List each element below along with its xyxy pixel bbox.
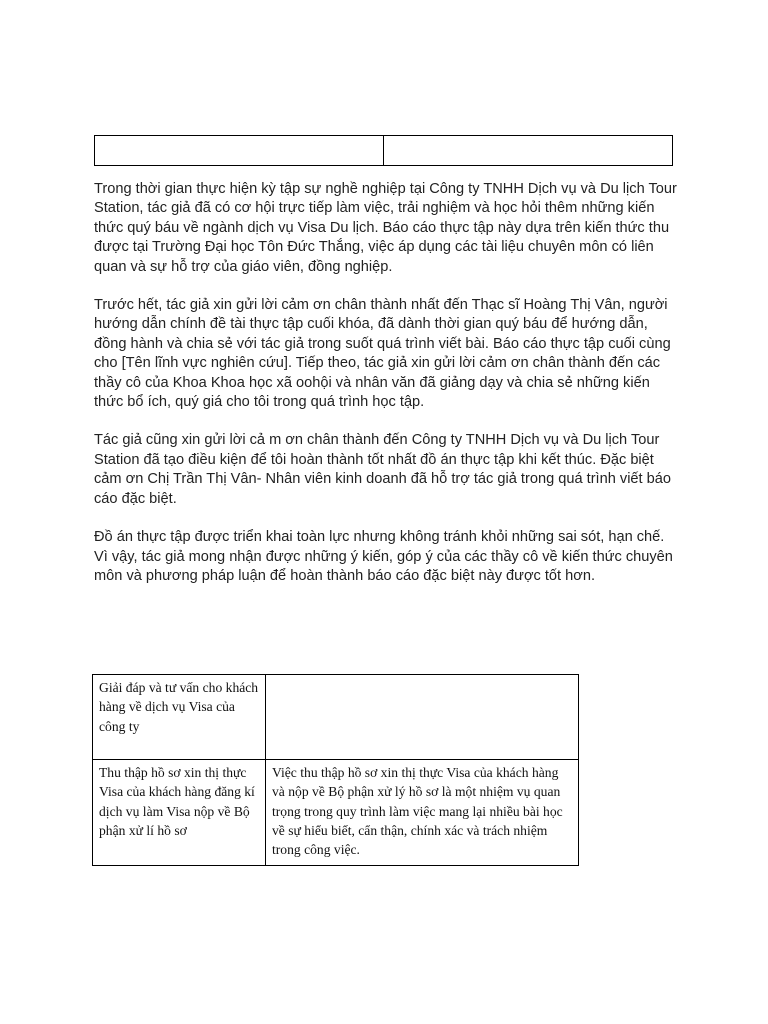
paragraph: Trong thời gian thực hiện kỳ tập sự nghề nghiệp tại Công ty TNHH Dịch vụ và Du lịch Tour Station, tác giả đã có cơ hội trực tiếp làm việc, trải nghiệm và học hỏi thêm những kiến thức quý báu về ngành dịch vụ Visa Du lịch. Báo cáo thực tập này dựa trên kiến thức thu được tại Trường Đại học Tôn Đức Thắng, việc áp dụng các tài liệu chuyên môn có liên quan và sự hỗ trợ của giáo viên, đồng nghiệp. xyxy=(94,181,677,275)
table-row xyxy=(93,760,579,866)
note-cell: Việc thu thập hồ sơ xin thị thực Visa của khách hàng và nộp về Bộ phận xử lý hồ sơ là một nhiệm vụ quan trọng trong quy trình làm việc mang lại nhiều bài học về sự hiểu biết, cẩn thận, chính xác và trách nhiệm trong công việc. xyxy=(266,760,579,866)
table-row xyxy=(93,675,579,760)
header-table-cell-right xyxy=(384,136,672,165)
header-table-cell-left xyxy=(95,136,384,165)
task-cell: Thu thập hồ sơ xin thị thực Visa của khách hàng đăng kí dịch vụ làm Visa nộp về Bộ phận xử lí hồ sơ xyxy=(93,760,266,866)
paragraph: Trước hết, tác giả xin gửi lời cảm ơn chân thành nhất đến Thạc sĩ Hoàng Thị Vân, người hướng dẫn chính đề tài thực tập cuối khóa, đã dành thời gian quý báu để hướng dẫn, đồng hành và chia sẻ với tác giả trong suốt quá trình viết bài. Báo cáo thực tập cuối cùng cho [Tên lĩnh vực nghiên cứu]. Tiếp theo, tác giả xin gửi lời cảm ơn chân thành đến các thầy cô của Khoa Khoa học xã oohội và nhân văn đã giảng dạy và chia sẻ những kiến thức bổ ích, quý giá cho tôi trong quá trình học tập. xyxy=(94,297,671,411)
acknowledgement-text xyxy=(94,180,679,605)
task-table xyxy=(92,674,579,866)
paragraph: Tác giả cũng xin gửi lời cả m ơn chân thành đến Công ty TNHH Dịch vụ và Du lịch Tour Station đã tạo điều kiện để tôi hoàn thành tốt nhất đồ án thực tập khi kết thúc. Đặc biệt cảm ơn Chị Trần Thị Vân- Nhân viên kinh doanh đã hỗ trợ tác giả trong quá trình viết báo cáo đặc biệt. xyxy=(94,432,672,507)
header-table xyxy=(94,135,673,166)
paragraph: Đồ án thực tập được triển khai toàn lực nhưng không tránh khỏi những sai sót, hạn chế. Vì vậy, tác giả mong nhận được những ý kiến, góp ý của các thầy cô về kiến thức chuyên môn và phương pháp luận để hoàn thành báo cáo đặc biệt này được tốt hơn. xyxy=(94,529,673,584)
note-cell xyxy=(266,675,579,760)
task-cell: Giải đáp và tư vấn cho khách hàng về dịch vụ Visa của công ty xyxy=(93,675,266,760)
